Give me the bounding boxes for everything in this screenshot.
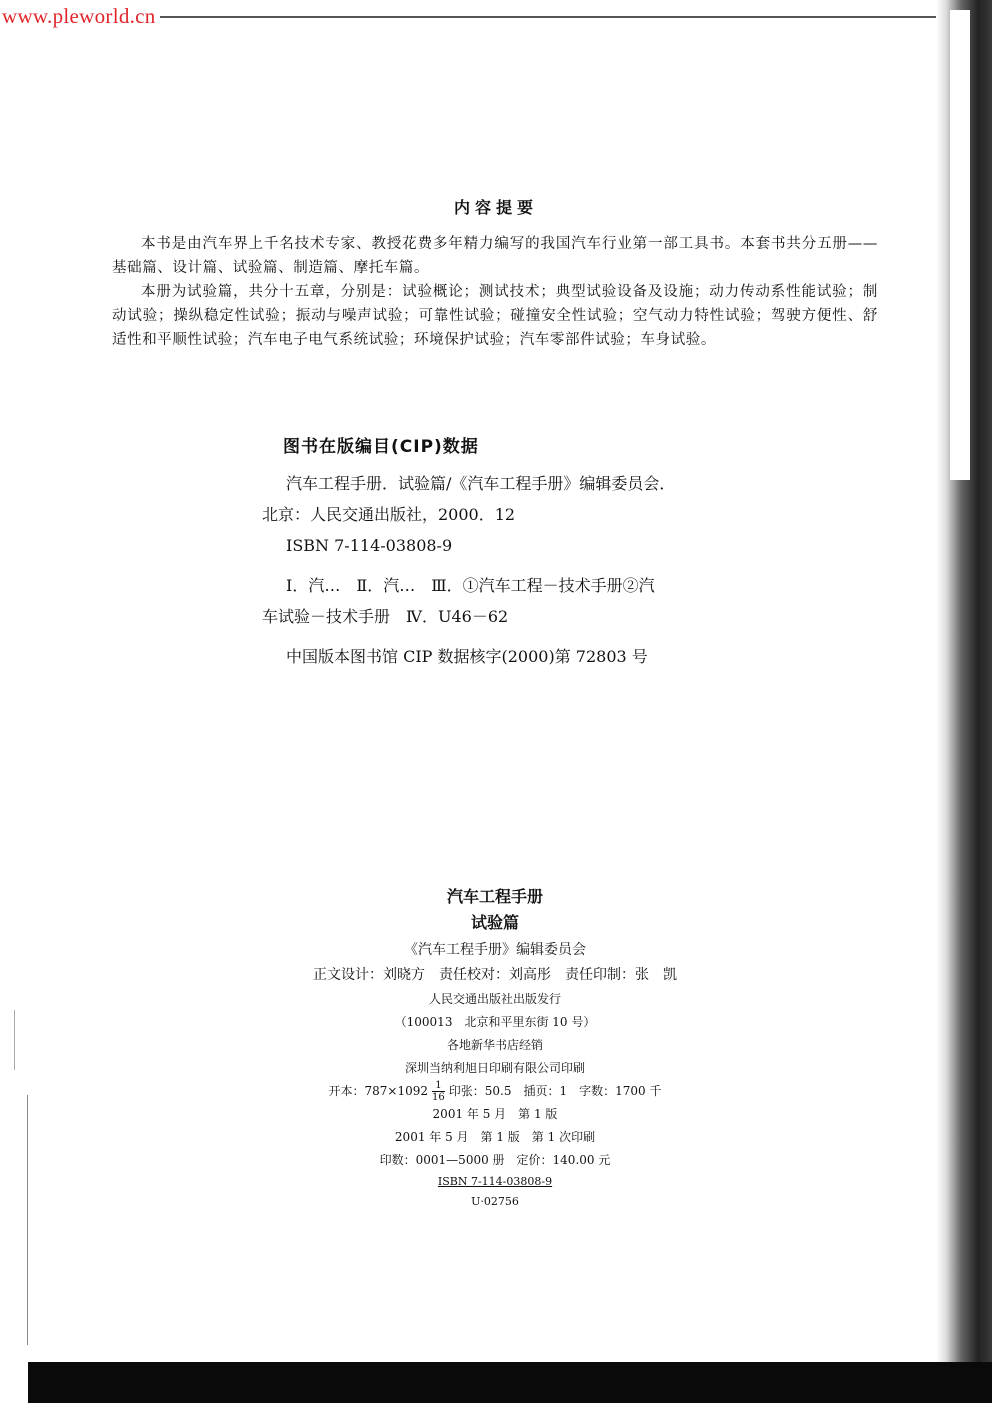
colophon-editor: 《汽车工程手册》编辑委员会 bbox=[404, 942, 586, 958]
format-fraction bbox=[432, 1080, 445, 1103]
colophon-isbn: ISBN 7-114-03808-9 bbox=[437, 1175, 553, 1188]
format-suffix: 印张：50.5 插页：1 字数：1700 千 bbox=[448, 1084, 662, 1098]
colophon-volume: 试验篇 bbox=[470, 913, 519, 932]
summary-paragraph-1: 本书是由汽车界上千名技术专家、教授花费多年精力编写的我国汽车行业第一部工具书。本套书共分五册——基础篇、设计篇、试验篇、制造篇、摩托车篇。 bbox=[112, 236, 878, 276]
scan-left-line bbox=[27, 1095, 28, 1345]
cip-line-6: 中国版本图书馆 CIP 数据核字(2000)第 72803 号 bbox=[286, 647, 648, 666]
scan-bottom-edge bbox=[28, 1362, 992, 1403]
colophon-printing: 2001 年 5 月 第 1 版 第 1 次印刷 bbox=[394, 1130, 596, 1144]
colophon-address: （100013 北京和平里东街 10 号） bbox=[394, 1015, 596, 1029]
colophon-credits: 正文设计：刘晓方 责任校对：刘高彤 责任印制：张 凯 bbox=[313, 967, 677, 983]
format-prefix: 开本：787×1092 bbox=[328, 1084, 429, 1098]
cip-title: 图书在版编目(CIP)数据 bbox=[283, 437, 479, 457]
watermark-url: www.pleworld.cn bbox=[2, 4, 156, 28]
colophon-printer: 深圳当纳利旭日印刷有限公司印刷 bbox=[404, 1061, 585, 1075]
summary-title: 内容提要 bbox=[453, 198, 538, 217]
format-fraction-num: 1 bbox=[432, 1080, 445, 1092]
format-fraction-den: 16 bbox=[432, 1092, 445, 1103]
cip-block bbox=[262, 468, 742, 672]
scan-right-edge-light bbox=[950, 10, 970, 480]
cip-spacer-2 bbox=[262, 632, 742, 641]
cip-line-3: ISBN 7-114-03808-9 bbox=[286, 536, 453, 555]
scan-top-border bbox=[160, 16, 940, 18]
colophon-catalog: U·02756 bbox=[471, 1195, 519, 1208]
cip-line-5: 车试验－技术手册 Ⅳ．U46－62 bbox=[262, 607, 509, 626]
colophon-distribution: 各地新华书店经销 bbox=[446, 1038, 543, 1052]
colophon-publisher: 人民交通出版社出版发行 bbox=[428, 992, 561, 1006]
colophon-book-title: 汽车工程手册 bbox=[446, 887, 543, 906]
cip-line-2: 北京：人民交通出版社，2000．12 bbox=[262, 505, 516, 524]
colophon-edition: 2001 年 5 月 第 1 版 bbox=[432, 1107, 558, 1121]
cip-line-1: 汽车工程手册．试验篇/《汽车工程手册》编辑委员会． bbox=[286, 474, 676, 493]
colophon-print-run: 印数：0001—5000 册 定价：140.00 元 bbox=[379, 1153, 611, 1167]
cip-spacer bbox=[262, 561, 742, 570]
summary-body bbox=[112, 232, 878, 352]
summary-paragraph-2: 本册为试验篇，共分十五章，分别是：试验概论；测试技术；典型试验设备及设施；动力传动系性能试验；制动试验；操纵稳定性试验；振动与噪声试验；可靠性试验；碰撞安全性试验；空气动力特性试验；驾驶方便性、舒适性和平顺性试验；汽车电子电气系统试验；环境保护试验；汽车零部件试验；车身试验。 bbox=[112, 284, 878, 348]
colophon-format bbox=[280, 1080, 710, 1103]
cip-line-4: Ⅰ．汽… Ⅱ．汽… Ⅲ．①汽车工程－技术手册②汽 bbox=[286, 576, 655, 595]
colophon bbox=[280, 884, 710, 1212]
scan-left-line-small bbox=[14, 1010, 15, 1070]
